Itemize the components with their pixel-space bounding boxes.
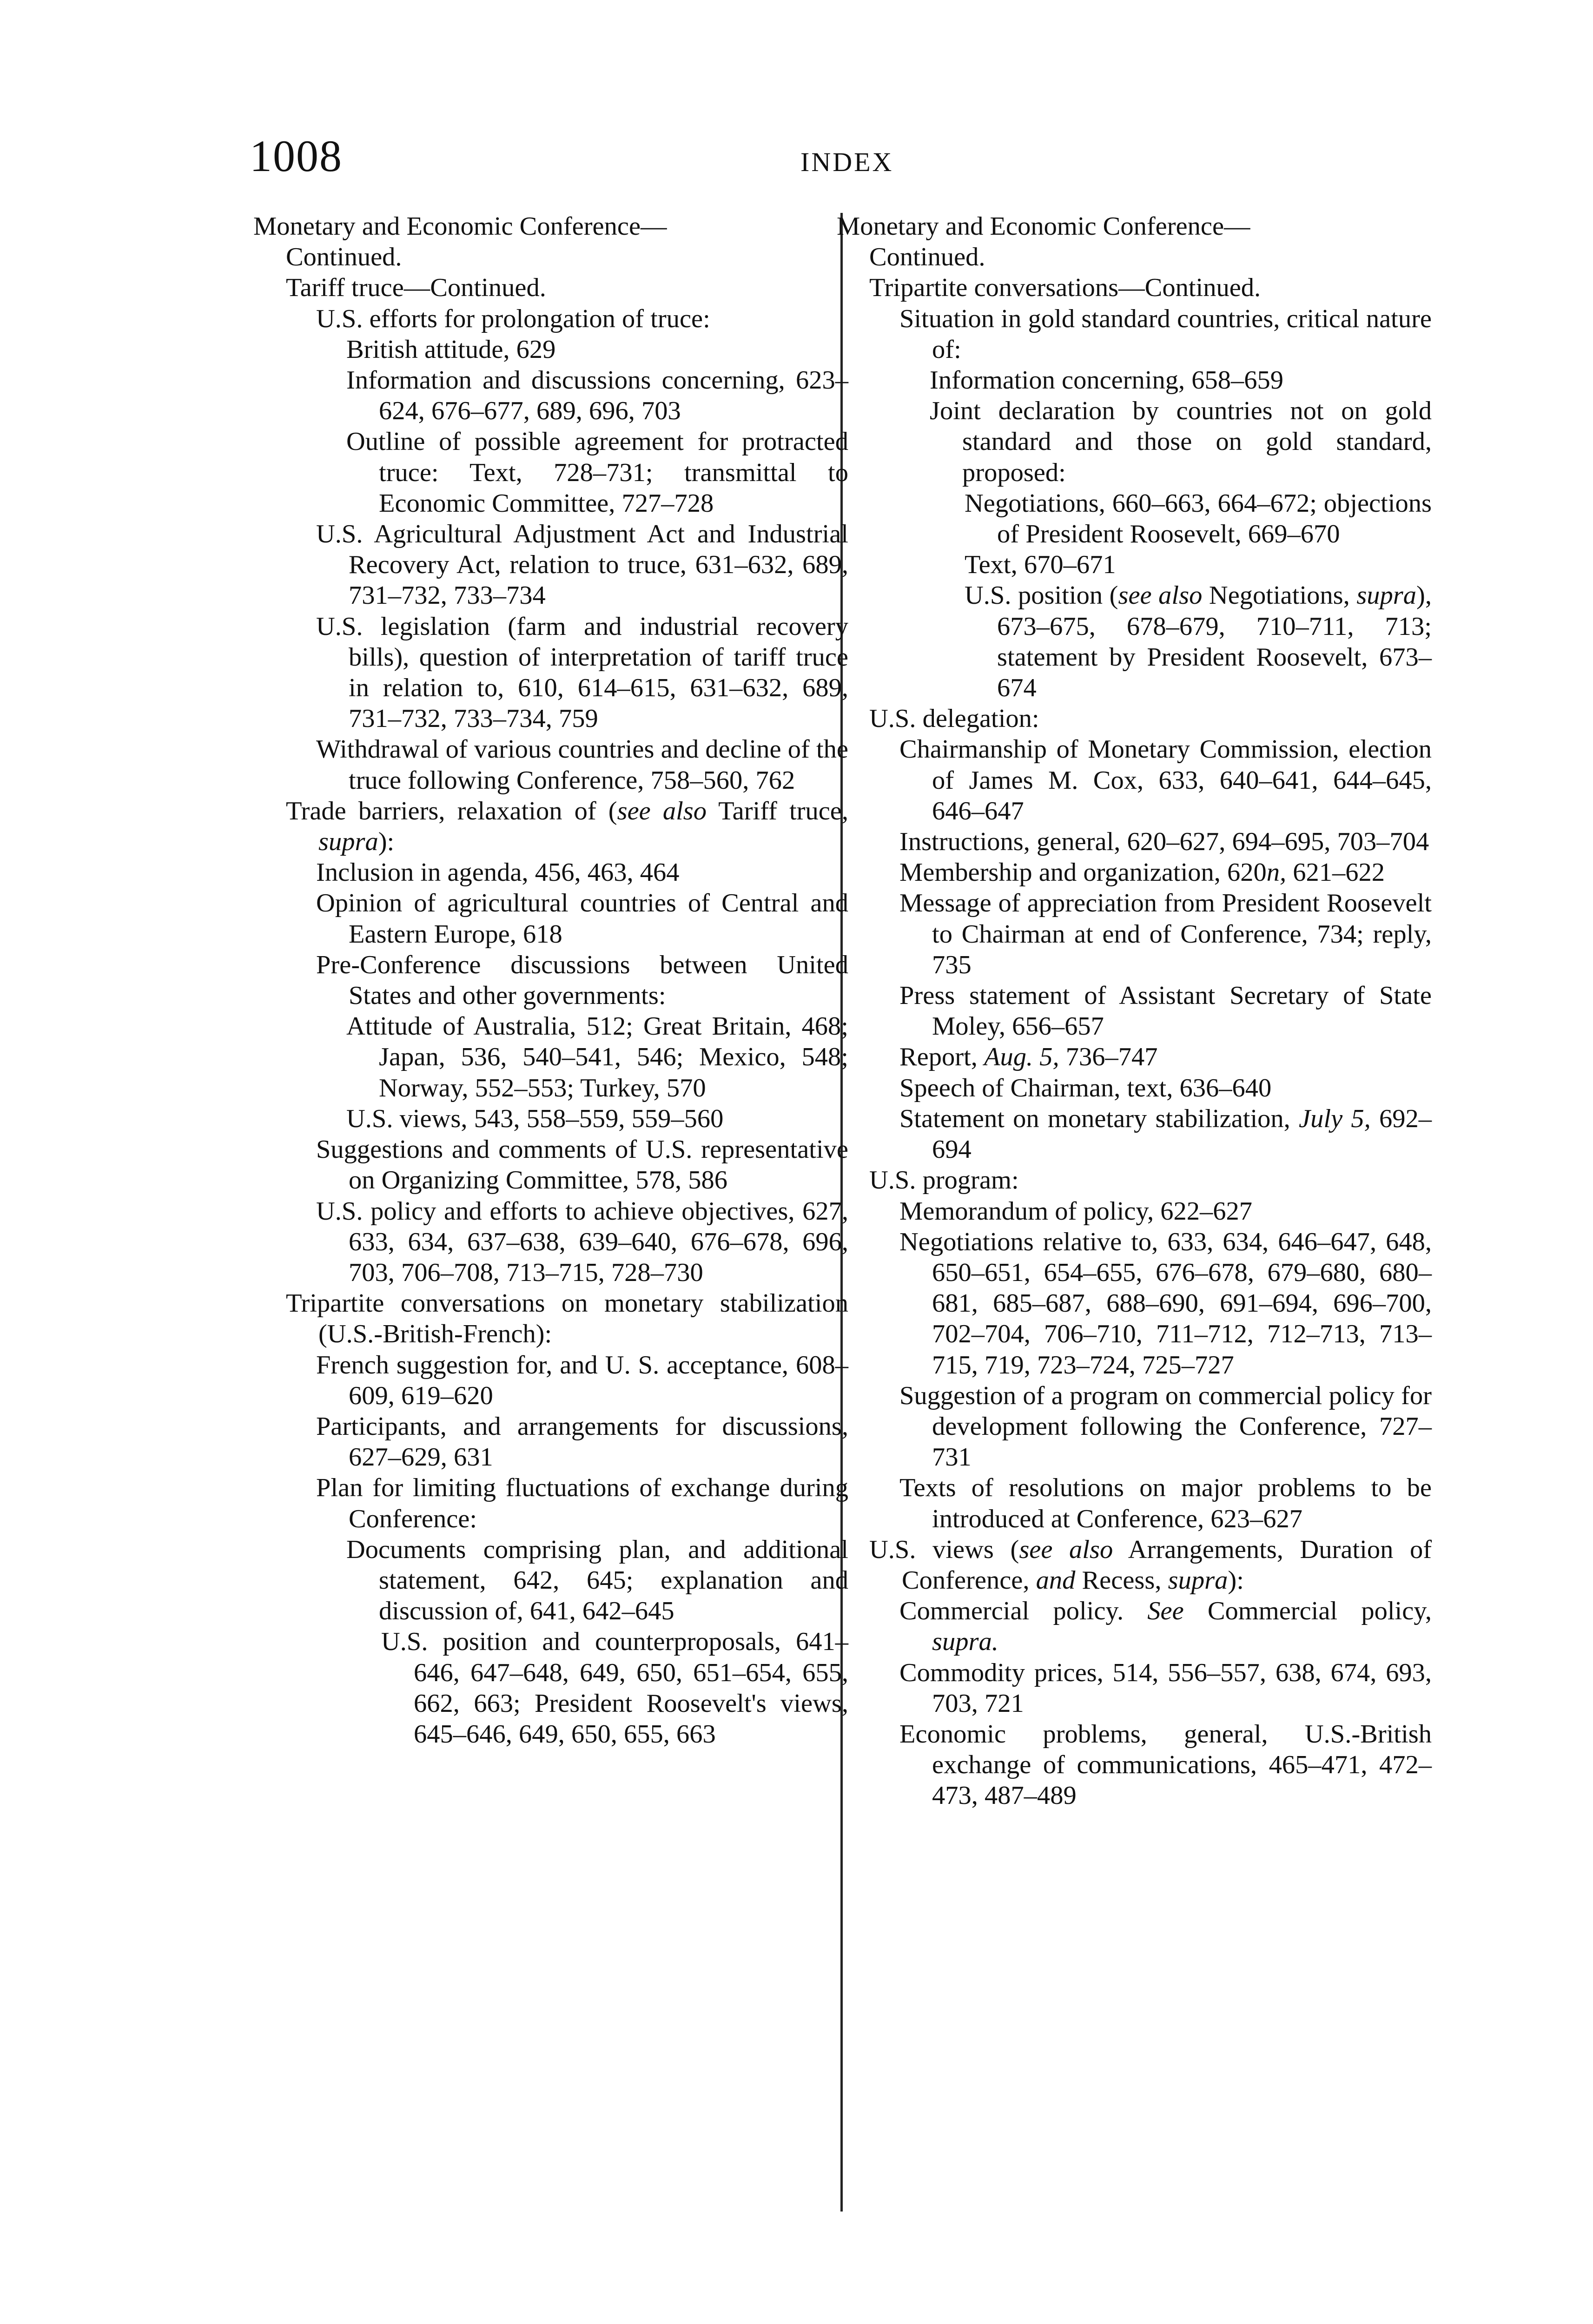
entry-text: ), 673–675, 678–679, 710–711, 713; statement by President Roosevelt, 673–674 [997,581,1432,703]
index-entry [837,1534,1432,1596]
cross-reference: and [1036,1565,1076,1595]
index-entry: Information and discussions concerning, 623–624, 676–677, 689, 696, 703 [346,366,848,426]
index-entry: Speech of Chairman, text, 636–640 [899,1073,1272,1103]
index-entry: British attitude, 629 [346,335,556,364]
index-entry: Inclusion in agenda, 456, 463, 464 [316,858,680,887]
entry-text: U.S. views ( [869,1535,1019,1564]
index-entry [837,580,1432,703]
index-entry: Pre-Conference discussions between United States and other governments: [316,950,848,1010]
index-entry [253,796,848,857]
index-entry: Message of appreciation from President Roosevelt to Chairman at end of Conference, 734; reply, 735 [899,889,1432,979]
index-entry: U.S. legislation (farm and industrial recovery bills), question of interpretation of tariff truce in relation to, 610, 614–615, 631–632, 689, 731–732, 733–734, 759 [316,612,848,733]
index-entry: Instructions, general, 620–627, 694–695, 703–704 [899,827,1429,857]
index-entry: Text, 670–671 [965,550,1116,580]
entry-text: 736–747 [1059,1043,1158,1072]
heading-continued: Continued. [286,243,402,272]
entry-text: ): [1228,1565,1244,1595]
index-entry: Joint declaration by countries not on gold standard and those on gold standard, proposed: [930,396,1432,487]
entry-text: 621–622 [1286,858,1385,887]
footnote-marker: n, [1266,858,1287,887]
entry-text: Commercial policy, [1183,1597,1432,1626]
index-entry: Negotiations relative to, 633, 634, 646–647, 648, 650–651, 654–655, 676–678, 679–680, 680–681, 685–687, 688–690, 691–694, 696–700, 702–704, 706–710, 711–712, 712–713, 713–715, 719, 723–724, 725–727 [899,1227,1432,1380]
entry-date: July 5, [1299,1104,1371,1133]
index-entry: Participants, and arrangements for discussions, 627–629, 631 [316,1412,848,1472]
index-entry: Economic problems, general, U.S.-British exchange of communications, 465–471, 472–473, 487–489 [899,1719,1432,1810]
heading-continued: Continued. [869,243,985,272]
index-entry: Plan for limiting fluctuations of exchange during Conference: [316,1473,848,1533]
entry-text: Membership and organization, 620 [899,858,1267,887]
entry-text: Arrangements, Duration of Conference, [902,1535,1432,1595]
entry-text: ): [378,827,395,857]
index-column-right [837,211,1432,1811]
entry-text: Recess, [1075,1565,1168,1595]
index-entry: Press statement of Assistant Secretary of State Moley, 656–657 [899,981,1432,1041]
entry-text: Statement on monetary stabilization, [899,1104,1299,1133]
cross-reference: supra [1356,581,1417,610]
index-entry: Texts of resolutions on major problems to be introduced at Conference, 623–627 [899,1473,1432,1533]
index-entry [837,1596,1432,1657]
entry-date: Aug. 5, [984,1043,1059,1072]
index-entry: Tariff truce—Continued. [286,273,546,303]
index-column-left [253,211,848,1750]
index-entry: Outline of possible agreement for protracted truce: Text, 728–731; transmittal to Economic Committee, 727–728 [346,427,848,518]
index-entry: Memorandum of policy, 622–627 [899,1196,1252,1226]
index-entry: Chairmanship of Monetary Commission, election of James M. Cox, 633, 640–641, 644–645, 646–647 [899,735,1432,825]
index-entry: U.S. Agricultural Adjustment Act and Industrial Recovery Act, relation to truce, 631–632, 689, 731–732, 733–734 [316,520,848,610]
index-entry: Commodity prices, 514, 556–557, 638, 674, 693, 703, 721 [899,1658,1432,1718]
entry-text: 692–694 [932,1104,1432,1164]
index-entry: Negotiations, 660–663, 664–672; objections of President Roosevelt, 669–670 [965,489,1432,549]
index-entry: Documents comprising plan, and additional statement, 642, 645; explanation and discussion of, 641, 642–645 [346,1535,848,1626]
index-entry: Situation in gold standard countries, critical nature of: [899,304,1432,364]
index-entry: Suggestion of a program on commercial policy for development following the Conference, 727–731 [899,1381,1432,1472]
index-entry: U.S. position and counterproposals, 641–646, 647–648, 649, 650, 651–654, 655, 662, 663; President Roosevelt's views, 645–646, 649, 650, 655, 663 [381,1627,848,1749]
index-entry: U.S. delegation: [869,704,1039,733]
cross-reference: supra [318,827,378,857]
entry-text: Tariff truce, [707,796,848,825]
index-entry: Tripartite conversations—Continued. [869,273,1261,303]
index-entry: U.S. policy and efforts to achieve objectives, 627, 633, 634, 637–638, 639–640, 676–678, 696, 703, 706–708, 713–715, 728–730 [316,1196,848,1287]
index-entry: Withdrawal of various countries and decline of the truce following Conference, 758–560, 762 [316,735,848,795]
index-entry: U.S. program: [869,1166,1019,1195]
index-entry: Suggestions and comments of U.S. representative on Organizing Committee, 578, 586 [316,1135,848,1195]
index-entry: U.S. efforts for prolongation of truce: [316,304,710,333]
cross-reference: see also [1118,581,1203,610]
entry-text: U.S. position ( [965,581,1118,610]
index-entry [837,1042,1432,1072]
entry-text: Negotiations, [1202,581,1357,610]
entry-text: Report, [899,1043,985,1072]
entry-text: Commercial policy. [899,1597,1148,1626]
heading-text: Monetary and Economic Conference— [253,212,667,241]
index-entry [837,857,1432,888]
page-number: 1008 [250,131,343,181]
index-entry: Tripartite conversations on monetary stabilization (U.S.-British-French): [286,1289,848,1349]
running-head: INDEX [800,147,894,177]
cross-reference: supra. [932,1627,998,1657]
index-entry: U.S. views, 543, 558–559, 559–560 [346,1104,724,1133]
cross-reference: See [1147,1597,1184,1626]
cross-reference: see also [1019,1535,1113,1564]
index-entry: Information concerning, 658–659 [930,366,1283,395]
index-entry: Attitude of Australia, 512; Great Britain, 468; Japan, 536, 540–541, 546; Mexico, 548; Norway, 552–553; Turkey, 570 [346,1012,848,1103]
entry-text: Trade barriers, relaxation of ( [286,796,617,825]
heading-text: Monetary and Economic Conference— [837,212,1250,241]
index-heading [837,211,1432,272]
index-entry: Opinion of agricultural countries of Central and Eastern Europe, 618 [316,889,848,949]
index-heading [253,211,848,272]
index-entry [837,1103,1432,1165]
cross-reference: see also [617,796,707,825]
index-entry: French suggestion for, and U. S. acceptance, 608–609, 619–620 [316,1350,848,1410]
cross-reference: supra [1168,1565,1228,1595]
